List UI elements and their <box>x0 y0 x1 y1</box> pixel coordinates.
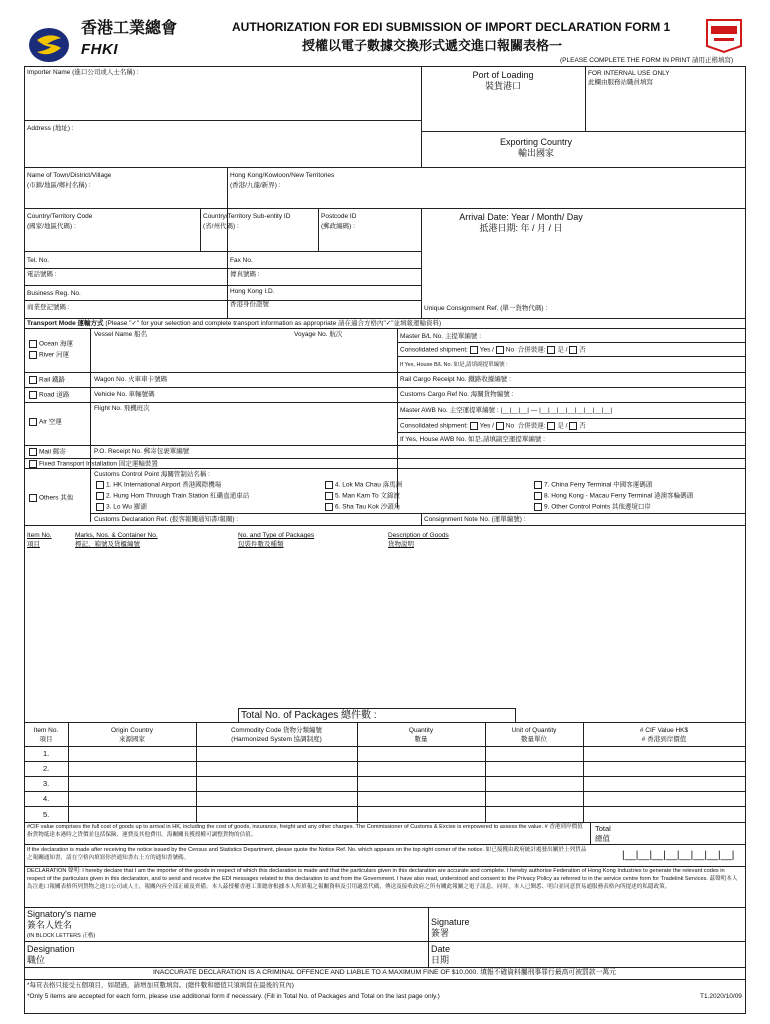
consol-shi-label: 是 / <box>557 346 568 354</box>
road-checkbox[interactable] <box>29 391 69 400</box>
signature-label: Signature <box>431 917 470 927</box>
port-of-loading-label-zh: 裝貨港口 <box>484 81 521 91</box>
form-title-zh: 授權以電子數據交換形式遞交進口報關表格一 <box>302 38 563 53</box>
others-label: Others 其他 <box>39 494 74 502</box>
air-fou-checkbox[interactable] <box>569 422 577 430</box>
footer-note-en: *Only 5 items are accepted for each form, please use additional form if necessary. (Fill in Total No. of Packages and Total on the last page only.) <box>27 993 440 1000</box>
consol-fou-checkbox[interactable] <box>569 346 577 354</box>
air-shi-label: 是 / <box>557 422 568 430</box>
cp8-label: 8. Hong Kong - Macau Ferry Terminal 港澳客輪碼頭 <box>544 492 694 500</box>
logo-english: FHKI <box>81 41 118 58</box>
hkid-label: Hong Kong I.D. <box>230 288 275 295</box>
postcode-label-zh: (郵政編碼) : <box>321 223 355 230</box>
consol-fou-label: 否 <box>579 346 586 354</box>
internal-use-label: FOR INTERNAL USE ONLY <box>588 70 670 77</box>
ocean-consolidated <box>400 346 586 355</box>
consol-no-label: No <box>505 346 515 354</box>
consol-shi-checkbox[interactable] <box>547 346 555 354</box>
cp1-label: 1. HK International Airport 香港國際機場 <box>106 481 222 489</box>
consignment-note-label: Consignment Note No. (運單編號) : <box>424 516 526 523</box>
house-awb-label: If Yes, House AWB No. 如是,請填副空運提單編號 : <box>400 436 545 443</box>
signature-label-zh: 簽署 <box>431 928 450 938</box>
house-bl-label: If Yes, House B/L No. 如是,請填副提單編號 : <box>400 362 508 368</box>
river-checkbox[interactable] <box>29 351 69 360</box>
quality-seal <box>703 16 745 54</box>
postcode-label: Postcode ID <box>321 213 357 220</box>
vehicle-label: Vehicle No. 車輛號碼 <box>94 391 155 398</box>
town-label-zh: (市鎮/地區/鄉村名稱) : <box>27 182 91 189</box>
cp5-checkbox[interactable] <box>325 492 400 501</box>
tel-label: Tel. No. <box>27 257 50 264</box>
form-title-en: AUTHORIZATION FOR EDI SUBMISSION OF IMPORT DECLARATION FORM 1 <box>232 20 671 34</box>
consol-yes-label: Yes / <box>479 346 494 354</box>
port-of-loading-label: Port of Loading <box>472 70 534 80</box>
fixed-label: Fixed Transport Installation 固定運輸裝置 <box>39 460 158 468</box>
rail-label: Rail 鐵路 <box>39 376 66 384</box>
air-fou-label: 否 <box>579 422 586 430</box>
notice-ref-boxes[interactable]: |__|__|__|__|__|__|__|__| <box>622 850 735 861</box>
table-row: 1. <box>43 749 50 758</box>
air-yes-label: Yes / <box>479 422 494 430</box>
fax-label: Fax No. <box>230 257 253 264</box>
declaration-text: DECLARATION 聲明: I hereby declare that I am the importer of the goods in respect of which this declaration is made and that the particulars given in this declaration are accurate and complete. I hereby authorise Federation of Hong Kong Industries to generate the relevant codes in respect of the particulars given in this declaration, and to send and receive the EDI messages related to this declaration to and from the Government. I have also read, understood and consent to the Privacy Policy as referred to in the service centre form for Tradelink Services. 茲聲明本人為注進口報關表格所列貨物之進口公司或人士，報關內容全部正確及齊備。本人茲授權香港工業總會根據本人所填報之報關資料及引用適當代碼，傳送及接收政府之所有關此報關之電子訊息。同時，本人已閱悉、明白並同意貿易通服務表格內所提述的私隱政策。 <box>27 868 738 890</box>
mail-checkbox[interactable] <box>29 448 66 457</box>
customs-cargo-label: Customs Cargo Ref No. 海關貨物編號 : <box>400 391 514 398</box>
po-receipt-label: P.O. Receipt No. 郵寄包裹單編號 <box>94 448 190 455</box>
consol-yes-checkbox[interactable] <box>470 346 478 354</box>
col-unit-header: Unit of Quantity <box>511 727 557 734</box>
transport-heading <box>27 320 441 328</box>
voyage-no-label: Voyage No. 航次 <box>294 331 343 338</box>
air-checkbox[interactable] <box>29 418 62 427</box>
col-cif-header: # CIF Value HK$ <box>639 727 689 734</box>
transport-heading-title: Transport Mode 運輸方式 <box>27 320 104 327</box>
cp5-label: 5. Man Kam To 文錦渡 <box>335 492 400 500</box>
col-item-header: Item No. <box>33 727 59 734</box>
fhki-emblem-icon <box>27 26 73 64</box>
cp2-label: 2. Hung Hom Through Train Station 紅磡直通車站 <box>106 492 250 500</box>
signatory-name-label-zh: 簽名人姓名 <box>27 920 73 930</box>
hkid-label-zh: 香港身份證號 <box>230 301 269 308</box>
town-label: Name of Town/District/Village <box>27 172 112 179</box>
cp4-checkbox[interactable] <box>325 481 402 490</box>
cp1-checkbox[interactable] <box>96 481 221 490</box>
hk-region-label-zh: (香港/九龍/新界) : <box>230 182 281 189</box>
goods-desc-label-zh: 貨物說明 <box>388 541 414 548</box>
air-consolidated-label: Consolidated shipment: <box>400 422 468 430</box>
col-code-header-zh: (Harmonized System 協調制度) <box>231 736 322 743</box>
goods-item-label: Item No. <box>27 532 52 539</box>
col-qty-header-zh: 數量 <box>414 736 428 743</box>
arrival-date-label-zh: 抵港日期: 年 / 月 / 日 <box>479 223 563 233</box>
river-label: River 河運 <box>39 351 69 359</box>
address-label: Address (地址) : <box>27 125 74 132</box>
air-label: Air 空運 <box>39 418 62 426</box>
master-awb-label <box>400 407 612 415</box>
goods-desc-label: Description of Goods <box>388 532 449 539</box>
awb-number-boxes[interactable]: |__|__|__| — |__|__|__|__|__|__|__|__| <box>500 407 613 414</box>
col-qty-header: Quantity <box>408 727 434 734</box>
master-awb-text: Master AWB No. 主空運提單編號 : <box>400 407 499 414</box>
col-code-header: Commodity Code 貨物分類編號 <box>230 727 323 734</box>
country-code-label-zh: (國家/地區代碼) : <box>27 223 76 230</box>
subentity-label-zh: (省/州代碼) : <box>203 223 239 230</box>
consol-no-checkbox[interactable] <box>496 346 504 354</box>
rail-receipt-label: Rail Cargo Receipt No. 鐵路收據編號 : <box>400 376 511 383</box>
vessel-name-label: Vessel Name 船名 <box>94 331 148 338</box>
date-label-zh: 日期 <box>431 955 450 965</box>
quality-badge-icon <box>703 16 745 54</box>
wagon-label: Wagon No. 火車車卡號碼 <box>94 376 168 383</box>
exporting-country-label: Exporting Country <box>499 137 573 147</box>
goods-marks-label-zh: 標記、箱號及貨櫃編號 <box>75 541 140 548</box>
master-bl-label: Master B/L No. 主提單編號 : <box>400 333 482 340</box>
mail-label: Mail 郵寄 <box>39 448 66 456</box>
total-packages-label: Total No. of Packages 總件數 : <box>241 710 377 721</box>
goods-pkg-label: No. and Type of Packages <box>238 532 315 539</box>
designation-label-zh: 職位 <box>27 955 46 965</box>
air-consol-zh-label: 合併裝運: <box>517 422 546 430</box>
notice-note: If the declaration is made after receiving the notice issued by the Census and Statistics Department, please quote the Notice Ref. No. which appears on the top right corner of the notice. 如已接獲由政府統計處發出關於上列貨品之報關通知書，請在空格內填寫你於通知書右上方的通知書號碼。 <box>27 847 587 861</box>
form-version-code: T1.2020/10/09 <box>700 993 742 1000</box>
cp9-checkbox[interactable] <box>534 503 651 512</box>
cp4-label: 4. Lok Ma Chau 落馬洲 <box>335 481 403 489</box>
cif-note: #CIF value comprises the full cost of goods up to arrival in HK, including the cost of goods, insurance, freight and any other charges. The Commissioner of Customs & Excise is empowered to assess the value. # 香港到岸價值指貨物抵達本港時之貨價並包括保險、運費及其他費用。海關關長獲授權可調整貨物的估值。 <box>27 824 583 838</box>
total-label-zh: 總值 <box>595 834 610 843</box>
fax-label-zh: 傳真號碼 : <box>230 271 260 278</box>
col-cif-header-zh: # 香港到岸價值 <box>641 736 687 743</box>
consolidated-label: Consolidated shipment: <box>400 346 468 354</box>
cp9-label: 9. Other Control Points 其他邊境口岸 <box>544 503 651 511</box>
flight-label: Flight No. 飛機班次 <box>94 405 150 412</box>
hk-region-label: Hong Kong/Kowloon/New Territories <box>230 172 335 179</box>
table-row: 2. <box>43 764 50 773</box>
ucr-label: Unique Consignment Ref. (單一貨物代碼) : <box>424 305 548 312</box>
country-code-label: Country/Territory Code <box>27 213 93 220</box>
air-consolidated <box>400 422 586 431</box>
cp3-checkbox[interactable] <box>96 503 147 512</box>
ocean-label: Ocean 海運 <box>39 340 73 348</box>
total-label: Total <box>595 824 611 833</box>
cp7-label: 7. China Ferry Terminal 中國客運碼頭 <box>544 481 653 489</box>
logo-chinese: 香港工業總會 <box>81 18 178 37</box>
transport-heading-note: (Please "✓" for your selection and complete transport information as appropriate 請在適合方格內"✓"並填報運輸資料) <box>105 320 442 327</box>
col-origin-header-zh: 來源國家 <box>119 736 145 743</box>
rail-checkbox[interactable] <box>29 376 65 385</box>
exporting-country-label-zh: 輸出國家 <box>517 148 554 158</box>
road-label: Road 道路 <box>39 391 70 399</box>
col-unit-header-zh: 數量單位 <box>521 736 547 743</box>
air-no-checkbox[interactable] <box>496 422 504 430</box>
table-row: 4. <box>43 794 50 803</box>
cp8-checkbox[interactable] <box>534 492 693 501</box>
table-row: 3. <box>43 779 50 788</box>
cp3-label: 3. Lo Wu 羅湖 <box>106 503 147 511</box>
print-note: (PLEASE COMPLETE THE FORM IN PRINT 請用正楷填寫) <box>560 57 734 64</box>
cp6-label: 6. Sha Tau Kok 沙頭角 <box>335 503 401 511</box>
arrival-date-label: Arrival Date: Year / Month/ Day <box>459 212 583 222</box>
business-reg-label-zh: 商業登記號碼 : <box>27 304 70 311</box>
signatory-name-label: Signatory's name <box>27 909 97 919</box>
designation-label: Designation <box>27 944 75 954</box>
customs-decl-label: Customs Declaration Ref. (报客報關通知書/報關) : <box>94 516 239 523</box>
footer-note-zh: *每頁表格只接受五個項目，如超過，請增加頁數填寫。(總件數和總值只須填寫在最後的頁內) <box>27 982 294 989</box>
business-reg-label: Business Reg. No. <box>27 290 81 297</box>
col-origin-header: Origin Country <box>111 727 153 734</box>
cp6-checkbox[interactable] <box>325 503 400 512</box>
control-point-label: Customs Control Point 海關管制站名稱 : <box>94 471 210 478</box>
air-no-label: No <box>505 422 515 430</box>
tel-label-zh: 電話號碼 : <box>27 271 57 278</box>
goods-pkg-label-zh: 包裝件數及種類 <box>238 541 284 548</box>
consol-zh-label: 合併裝運: <box>517 346 546 354</box>
cp2-checkbox[interactable] <box>96 492 249 501</box>
table-row: 5. <box>43 810 50 819</box>
goods-marks-label: Marks, Nos. & Container No. <box>75 532 158 539</box>
inaccurate-declaration-warning: INACCURATE DECLARATION IS A CRIMINAL OFFENCE AND LIABLE TO A MAXIMUM FINE OF $10,000. 填報不確資料屬刑事罪行最高可被罰款一萬元 <box>152 969 617 976</box>
importer-name-label: Importer Name (進口公司或人士名稱) : <box>27 69 139 76</box>
date-label: Date <box>431 944 451 954</box>
cp7-checkbox[interactable] <box>534 481 652 490</box>
goods-item-label-zh: 項目 <box>27 541 40 548</box>
others-checkbox[interactable] <box>29 494 73 503</box>
fhki-logo <box>27 18 197 66</box>
internal-use-label-zh: 此欄由服務站職員填寫 <box>588 79 653 86</box>
col-item-header-zh: 項目 <box>39 736 53 743</box>
block-letters-note: (IN BLOCK LETTERS 正楷) <box>27 933 96 939</box>
air-yes-checkbox[interactable] <box>470 422 478 430</box>
ocean-checkbox[interactable] <box>29 340 73 349</box>
subentity-label: Country/Territory Sub-entity ID <box>203 213 291 220</box>
air-shi-checkbox[interactable] <box>547 422 555 430</box>
